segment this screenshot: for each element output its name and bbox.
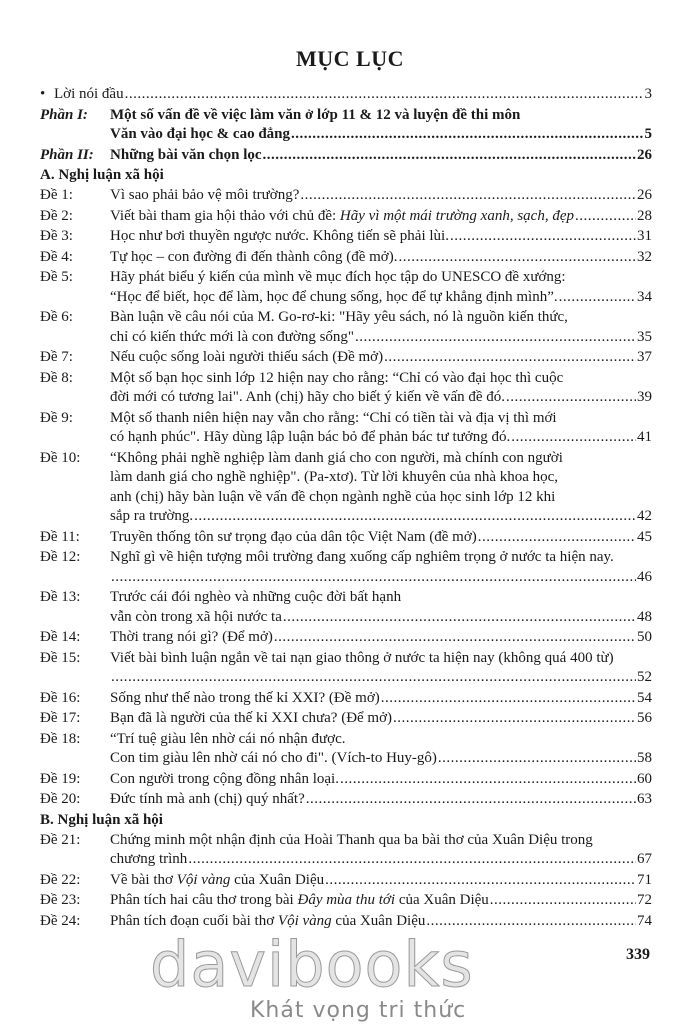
entry-text [110,831,593,851]
entry-body [110,369,652,408]
text-segment: Phân tích hai câu thơ trong bài [110,892,298,908]
entry-body [110,348,652,368]
dot-leader [273,628,636,648]
entry-label: Đề 16: [40,689,81,706]
entry-line [110,649,652,669]
entry-body [110,649,652,688]
entry-page-number: 26 [637,146,652,163]
entry-text [110,308,568,328]
text-segment: Học như bơi thuyền ngược nước. Không tiến sẽ phải lùi. [110,228,449,244]
entry-text [110,770,339,790]
text-segment: Con tim giàu lên nhờ cái nó cho đi". (Vích-to Huy-gô) [110,750,437,766]
entry-line [110,328,652,348]
entry-line [110,709,652,729]
dot-leader [510,428,636,448]
entry-body [54,85,652,105]
entry-label: Đề 18: [40,730,81,747]
dot-leader [449,227,636,247]
entry-line [110,668,652,688]
entry-text [110,749,437,769]
entry-text [110,146,262,166]
entry-page-number: 71 [637,871,652,888]
text-segment: anh (chị) hãy bàn luận về vấn đề chọn ngành nghề của học sinh lớp 12 khi [110,488,556,505]
toc-entry[interactable] [40,369,652,408]
entry-text [110,186,299,206]
entry-text [110,871,324,891]
toc-entry[interactable] [40,871,652,891]
entry-body [110,449,652,527]
entry-body [110,891,652,911]
entry-line [110,689,652,709]
entry-label: Đề 8: [40,369,73,386]
dot-leader [290,125,643,145]
text-segment: “Học để biết, học để làm, học để chung sống, học để tự khẳng định mình”. [110,288,558,305]
entry-page-number: 74 [637,912,652,929]
entry-body [110,308,652,347]
italic-title: Đây mùa thu tới [297,892,396,908]
entry-page-number: 63 [637,791,652,807]
toc-entry[interactable] [40,146,652,166]
toc-entry[interactable] [40,588,652,627]
text-segment: Viết bài tham gia hội thảo với chủ đề: [110,207,340,224]
text-segment: “Trí tuệ giàu lên nhờ cái nó nhận được. [110,730,346,747]
entry-text [110,709,392,729]
entry-text [110,428,510,448]
entry-body [110,207,652,227]
entry-label: • [40,86,46,102]
dot-leader [324,871,636,891]
toc-entry[interactable] [40,831,652,870]
entry-text [110,388,505,408]
toc-entry[interactable] [40,790,652,810]
dot-leader [574,207,636,227]
entry-body [110,248,652,268]
entry-text [110,409,557,429]
entry-text [110,850,187,870]
text-segment: Sống như thế nào trong thế kỉ XXI? (Đề mở) [110,689,380,706]
entry-page-number: 28 [637,207,652,224]
entry-text [110,790,305,810]
entry-line [110,891,652,911]
entry-body [110,268,652,307]
toc-entry[interactable] [40,85,652,105]
toc-entry[interactable] [40,709,652,729]
entry-text [110,248,397,268]
text-segment: Thời trang nói gì? (Để mở) [110,629,273,645]
entry-page-number: 39 [637,389,652,405]
text-segment: của Xuân Diệu [331,912,426,929]
table-of-contents [40,85,652,931]
entry-label: Đề 13: [40,589,81,605]
entry-page-number: 31 [637,228,652,244]
entry-label: Đề 21: [40,831,81,848]
watermark-brand: davibooks [150,928,474,1001]
entry-text [110,125,290,145]
entry-line [110,850,652,870]
entry-line [110,468,652,488]
entry-text [110,268,566,288]
entry-label: Đề 19: [40,770,81,787]
entry-text [110,628,273,648]
dot-leader [299,186,636,206]
text-segment: sắp ra trường. [110,508,194,524]
page-number: 339 [626,946,650,963]
text-segment: Truyền thống tôn sư trọng đạo của dân tộc Việt Nam (đề mở) [110,528,477,545]
dot-leader [305,790,636,810]
text-segment: Trước cái đói nghèo và những cuộc đời bất hạnh [110,589,402,605]
text-segment: vẫn còn trong xã hội nước ta [110,608,282,625]
entry-page-number: 67 [637,851,652,867]
toc-entry[interactable] [40,528,652,548]
entry-line [110,369,652,389]
toc-entry[interactable] [40,207,652,227]
dot-leader [339,770,636,790]
text-segment: Về bài thơ [110,871,177,888]
entry-page-number: 58 [637,750,652,766]
toc-entry[interactable] [40,248,652,268]
entry-label: Đề 3: [40,228,73,244]
text-segment: Một số thanh niên hiện nay vẫn cho rằng: “Chỉ có tiền tài và địa vị thì mới [110,409,557,426]
entry-label: Đề 24: [40,912,81,929]
text-segment: Hãy phát biểu ý kiến của mình về mục đích học tập do UNESCO đề xướng: [110,269,566,285]
entry-body [110,528,652,548]
text-segment: chỉ có kiến thức mới là con đường sống" [110,328,355,345]
entry-text [110,891,489,911]
entry-label: Đề 22: [40,871,81,888]
entry-line [110,106,652,126]
dot-leader [262,146,636,166]
toc-entry[interactable] [40,227,652,247]
text-segment: Vì sao phải bảo vệ môi trường? [110,187,300,203]
entry-page-number: 37 [637,349,652,365]
text-segment: Chứng minh một nhận định của Hoài Thanh qua ba bài thơ của Xuân Diệu trong [110,831,593,848]
text-segment: làm danh giá cho nghề nghiệp". (Pa-xtơ). Từ lời khuyên của nhà khoa học, [110,469,559,485]
entry-line [110,507,652,527]
text-segment: “Không phải nghề nghiệp làm danh giá cho con người, mà chính con người [110,449,563,466]
dot-leader [477,528,636,548]
page-title: MỤC LỤC [296,46,404,71]
entry-body [110,871,652,891]
toc-entry[interactable] [40,891,652,911]
entry-line [110,528,652,548]
entry-line [110,449,652,469]
entry-label: Đề 17: [40,710,81,726]
entry-line [110,790,652,810]
text-segment: Bạn đã là người của thế kỉ XXI chưa? (Để mở) [110,710,393,726]
text-segment: Đức tính mà anh (chị) quý nhất? [110,791,305,807]
toc-entry[interactable] [40,449,652,527]
entry-text [110,227,449,247]
toc-entry[interactable] [40,268,652,307]
entry-body [110,186,652,206]
entry-text [110,689,380,709]
toc-entry[interactable] [40,689,652,709]
entry-page-number: 54 [637,689,652,706]
entry-label: Đề 10: [40,449,81,466]
entry-page-number: 60 [637,770,652,787]
entry-page-number: 42 [637,508,652,524]
entry-label: Phần II: [40,146,94,163]
entry-line [110,268,652,288]
entry-line [54,85,652,105]
entry-line [110,186,652,206]
entry-line [110,207,652,227]
entry-line [110,288,652,308]
section-heading: A. Nghị luận xã hội [40,167,164,183]
dot-leader [354,328,636,348]
dot-leader [193,507,636,527]
entry-text [110,548,614,568]
entry-body [110,790,652,810]
dot-leader [558,288,636,308]
dot-leader [187,850,636,870]
entry-line [110,248,652,268]
italic-title: Hãy vì một mái trường xanh, sạch, đẹp [339,207,574,224]
entry-text [110,588,401,608]
toc-entry[interactable] [40,308,652,347]
entry-label: Đề 2: [40,207,73,224]
text-segment: Nghĩ gì về hiện tượng môi trường đang xuống cấp nghiêm trọng ở nước ta hiện nay. [110,549,614,565]
toc-entry[interactable] [40,348,652,368]
entry-line [110,146,652,166]
entry-text [110,328,354,348]
entry-body [110,409,652,448]
entry-text [110,369,563,389]
entry-line [110,308,652,328]
entry-body [110,689,652,709]
toc-entry[interactable] [40,628,652,648]
entry-page-number: 45 [637,528,652,545]
section-heading: B. Nghị luận xã hội [40,811,163,828]
entry-label: Đề 7: [40,349,73,365]
entry-line [110,348,652,368]
entry-line [110,608,652,628]
entry-line [110,831,652,851]
entry-text [110,468,558,488]
entry-line [110,409,652,429]
text-segment: có hạnh phúc". Hãy dùng lập luận bác bỏ để phản bác tư tưởng đó. [110,429,511,445]
entry-page-number: 46 [637,568,652,585]
text-segment: chương trình [110,851,188,867]
entry-text [110,488,555,508]
entry-text [110,106,520,126]
entry-page-number: 32 [637,248,652,265]
entry-label: Đề 12: [40,549,81,565]
entry-label: Đề 1: [40,187,73,203]
entry-page-number: 35 [637,328,652,345]
toc-entry[interactable] [40,409,652,448]
toc-entry[interactable] [40,770,652,790]
dot-leader [380,689,636,709]
entry-body [110,106,652,145]
entry-body [110,227,652,247]
entry-label: Đề 14: [40,629,81,645]
entry-line [110,730,652,750]
entry-text [110,449,563,469]
entry-line [110,568,652,588]
entry-page-number: 50 [637,629,652,645]
entry-line [110,428,652,448]
entry-label: Đề 4: [40,248,73,265]
entry-text [110,288,558,308]
entry-body [110,770,652,790]
dot-leader [124,85,644,105]
entry-label: Đề 6: [40,309,73,325]
entry-label: Đề 11: [40,528,80,545]
toc-entry[interactable] [40,106,652,145]
text-segment: Một số vấn đề về việc làm văn ở lớp 11 & 12 và luyện đề thi môn [110,106,521,123]
dot-leader [505,388,636,408]
text-segment: Tự học – con đường đi đến thành công (đề mở). [110,248,398,265]
dot-leader [392,709,636,729]
entry-page-number: 56 [637,710,652,726]
dot-leader [489,891,636,911]
entry-text [110,608,282,628]
entry-text [110,649,614,669]
text-segment: Những bài văn chọn lọc [110,146,262,163]
italic-title: Vội vàng [277,912,332,929]
entry-page-number: 52 [637,669,652,685]
entry-body [110,588,652,627]
entry-line [110,227,652,247]
entry-body [110,709,652,729]
toc-entry[interactable] [40,186,652,206]
text-segment: Viết bài bình luận ngắn về tai nạn giao thông ở nước ta hiện nay (không quá 400 từ) [110,649,614,666]
text-segment: Phân tích đoạn cuối bài thơ [110,912,278,929]
entry-label: Đề 23: [40,892,81,908]
text-segment: Văn vào đại học & cao đẳng [110,126,291,142]
entry-text [110,348,383,368]
entry-page-number: 72 [637,892,652,908]
entry-body [110,831,652,870]
entry-line [110,125,652,145]
entry-label: Phần I: [40,106,88,123]
dot-leader [397,248,636,268]
toc-entry[interactable] [40,649,652,688]
entry-label: Đề 15: [40,649,81,666]
entry-line [110,388,652,408]
dot-leader [383,348,636,368]
dot-leader [282,608,636,628]
entry-line [110,488,652,508]
entry-body [110,548,652,587]
entry-text [110,528,477,548]
entry-line [110,749,652,769]
entry-body [110,146,652,166]
entry-label: Đề 5: [40,269,73,285]
entry-line [110,548,652,568]
entry-label: Đề 20: [40,791,81,807]
text-segment: Con người trong cộng đồng nhân loại. [110,770,339,787]
entry-text [110,730,345,750]
text-segment: Lời nói đầu [54,86,124,102]
entry-page-number: 41 [637,429,652,445]
text-segment: của Xuân Diệu [230,871,325,888]
text-segment: đời mới có tương lai". Anh (chị) hãy cho biết ý kiến về vấn đề đó. [110,389,506,405]
entry-text [110,207,574,227]
dot-leader [110,568,636,588]
entry-body [110,730,652,769]
dot-leader [110,668,636,688]
text-segment: của Xuân Diệu [395,892,489,908]
entry-page-number: 48 [637,608,652,625]
entry-text [54,85,124,105]
entry-line [110,628,652,648]
entry-line [110,871,652,891]
entry-text [110,507,193,527]
text-segment: Nếu cuộc sống loài người thiếu sách (Đề mở) [110,349,384,365]
text-segment: Một số bạn học sinh lớp 12 hiện nay cho rằng: “Chỉ có vào đại học thì cuộc [110,369,564,386]
entry-page-number: 26 [637,187,652,203]
entry-page-number: 34 [637,288,652,305]
entry-line [110,588,652,608]
text-segment: Bàn luận về câu nói của M. Go-rơ-ki: "Hãy yêu sách, nó là nguồn kiến thức, [110,309,568,325]
entry-body [110,628,652,648]
entry-line [110,770,652,790]
entry-page-number: 3 [644,86,652,102]
watermark-slogan: Khát vọng tri thức [250,998,467,1023]
italic-title: Vội vàng [176,871,231,888]
toc-entry[interactable] [40,548,652,587]
entry-page-number: 5 [644,126,652,142]
toc-entry[interactable] [40,730,652,769]
dot-leader [437,749,636,769]
entry-label: Đề 9: [40,409,73,426]
